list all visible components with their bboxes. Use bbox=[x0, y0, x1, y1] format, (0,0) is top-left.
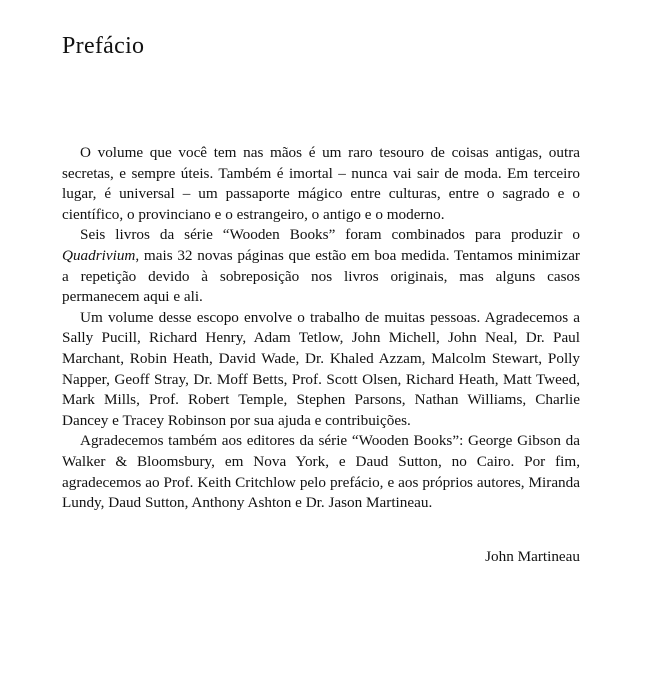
book-title-quadrivium: Quadrivium bbox=[62, 246, 136, 264]
paragraph-editors: Agradecemos também aos editores da série “Wooden Books”: George Gibson da Walker & Bloomsbury, em Nova York, e Daud Sutton, no Cairo. Por fim, agradecemos ao Prof. Keith Critchlow pelo prefácio, e aos próprios autores, Miranda Lundy, Daud Sutton, Anthony Ashton e Dr. Jason Martineau. bbox=[62, 432, 580, 512]
paragraph-intro: O volume que você tem nas mãos é um raro tesouro de coisas antigas, outra secretas, e sempre úteis. Também é imortal – nunca vai sair de moda. Em terceiro lugar, é universal – um passaporte mágico entre culturas, entre o sagrado e o científico, o provinciano e o estrangeiro, o antigo e o moderno. bbox=[62, 144, 580, 223]
paragraph-books-start: Seis livros da série “Wooden Books” foram combinados para produzir o bbox=[80, 226, 580, 244]
preface-body bbox=[62, 143, 580, 514]
paragraph-books-end: , mais 32 novas páginas que estão em boa medida. Tentamos minimizar a repetição devido à sobreposição nos livros originais, mas alguns casos permanecem aqui e ali. bbox=[62, 246, 580, 306]
paragraph-books bbox=[62, 225, 580, 307]
author-signature: John Martineau bbox=[485, 548, 580, 565]
paragraph-thanks: Um volume desse escopo envolve o trabalho de muitas pessoas. Agradecemos a Sally Pucill, Richard Henry, Adam Tetlow, John Michell, John Neal, Dr. Paul Marchant, Robin Heath, David Wade, Dr. Khaled Azzam, Malcolm Stewart, Polly Napper, Geoff Stray, Dr. Moff Betts, Prof. Scott Olsen, Richard Heath, Matt Tweed, Mark Mills, Prof. Robert Temple, Stephen Parsons, Nathan Williams, Charlie Dancey e Tracey Robinson por sua ajuda e contribuições. bbox=[62, 308, 580, 429]
page-title: Prefácio bbox=[62, 33, 145, 59]
